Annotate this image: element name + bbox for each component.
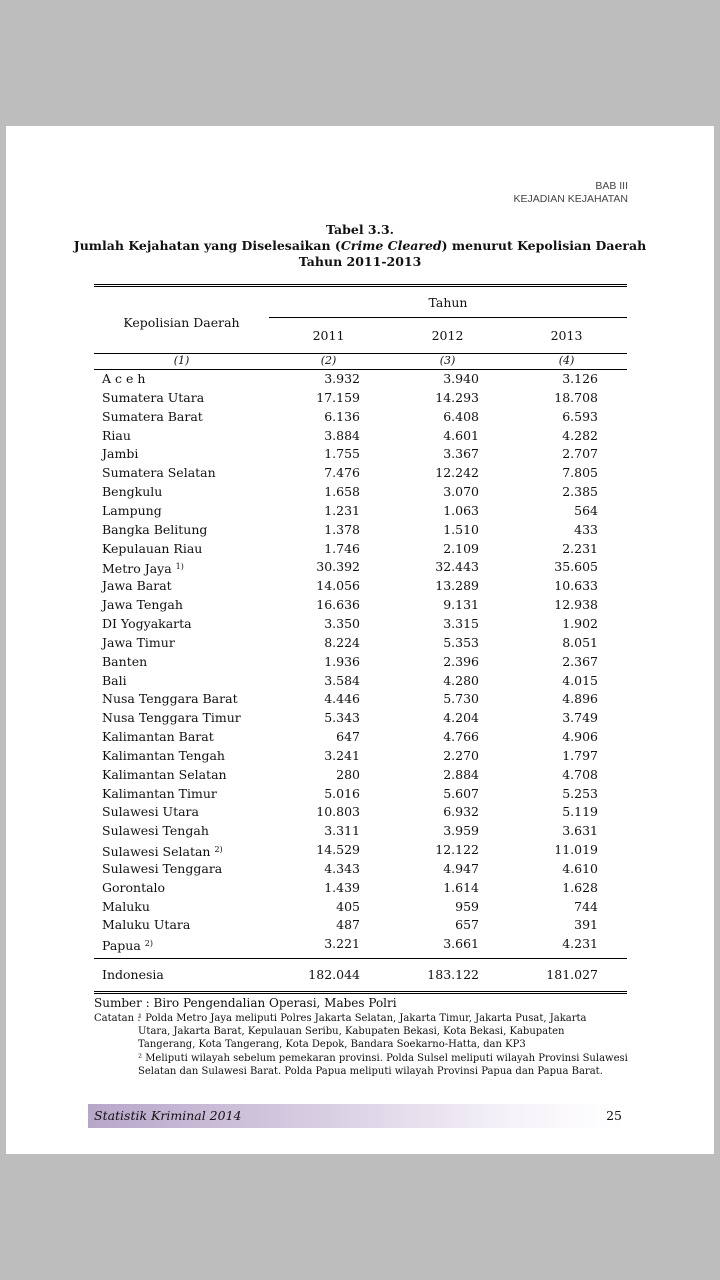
region-name: [102, 577, 172, 596]
cell-value: 8.051: [562, 634, 598, 650]
cell-value: 3.631: [562, 823, 598, 839]
footnote-marker: 2): [214, 845, 223, 855]
region-label: Maluku: [102, 898, 150, 914]
document-page: [6, 126, 714, 1154]
cell-value: 3.959: [443, 823, 479, 839]
region-label: Papua: [102, 938, 141, 954]
cell-value: 4.343: [324, 860, 360, 876]
region-label: Jawa Tengah: [102, 597, 183, 613]
region-name: [102, 728, 214, 747]
region-name: [102, 709, 241, 728]
cell-value: 3.661: [443, 936, 479, 952]
cell-value: 10.803: [316, 804, 360, 820]
total-value: 181.027: [546, 967, 598, 983]
year-header: 2012: [431, 328, 464, 343]
cell-value: 4.204: [443, 710, 479, 726]
region-label: Sulawesi Utara: [102, 804, 199, 820]
region-name: [102, 822, 209, 841]
notes-label: Catatan :: [94, 1013, 141, 1024]
cell-value: 4.610: [562, 860, 598, 876]
cell-value: 4.282: [562, 427, 598, 443]
region-name: [102, 540, 202, 559]
footnote-marker: 1): [175, 562, 184, 572]
table-row: [94, 502, 627, 521]
region-label: Jawa Timur: [102, 634, 175, 650]
region-name: [102, 690, 238, 709]
cell-value: 12.938: [554, 597, 598, 613]
region-label: Bangka Belitung: [102, 521, 208, 537]
cell-value: 35.605: [554, 559, 598, 575]
year-header: 2011: [312, 328, 345, 343]
table-row: [94, 728, 627, 747]
total-value: 183.122: [427, 967, 479, 983]
column-number: (3): [439, 354, 456, 367]
table-row: [94, 540, 627, 559]
region-name: [102, 427, 131, 446]
region-name: [102, 653, 147, 672]
cell-value: 3.350: [324, 615, 360, 631]
cell-value: 8.224: [324, 634, 360, 650]
region-label: Kepulauan Riau: [102, 540, 203, 556]
cell-value: 1.378: [324, 521, 360, 537]
region-label: A c e h: [102, 371, 146, 386]
region-name: [102, 803, 199, 822]
region-label: Sulawesi Selatan: [102, 844, 211, 860]
chapter-title: KEJADIAN KEJAHATAN: [513, 193, 628, 205]
cell-value: 5.730: [443, 691, 479, 707]
table-number: Tabel 3.3.: [325, 222, 395, 237]
region-label: Maluku Utara: [102, 917, 191, 933]
cell-value: 3.221: [324, 936, 360, 952]
table-row: [94, 860, 627, 879]
cell-value: 3.932: [324, 371, 360, 386]
region-name: [102, 672, 127, 691]
cell-value: 2.884: [443, 766, 479, 782]
cell-value: 16.636: [316, 597, 360, 613]
column-number-row: [94, 354, 627, 369]
column-number: (4): [558, 354, 575, 367]
cell-value: 3.584: [324, 672, 360, 688]
cell-value: 4.015: [562, 672, 598, 688]
table-header: [94, 287, 627, 353]
table-row: [94, 370, 627, 389]
table-row: [94, 935, 627, 954]
cell-value: 6.593: [562, 408, 598, 424]
cell-value: 433: [574, 521, 598, 537]
chapter-header: [513, 180, 628, 206]
cell-value: 6.932: [443, 804, 479, 820]
region-name: [102, 860, 222, 879]
cell-value: 32.443: [435, 559, 479, 575]
cell-value: 2.707: [562, 446, 598, 462]
cell-value: 11.019: [554, 842, 598, 858]
region-label: Kalimantan Tengah: [102, 747, 225, 763]
region-name: [102, 785, 217, 804]
region-name: [102, 747, 225, 766]
cell-value: 4.601: [443, 427, 479, 443]
region-label: Jawa Barat: [102, 578, 172, 594]
cell-value: 391: [574, 917, 598, 933]
cell-value: 647: [336, 729, 360, 745]
region-label: Lampung: [102, 502, 162, 518]
cell-value: 5.016: [324, 785, 360, 801]
region-label: Sulawesi Tenggara: [102, 860, 223, 876]
table-row: [94, 672, 627, 691]
cell-value: 13.289: [435, 578, 479, 594]
cell-value: 3.749: [562, 710, 598, 726]
cell-value: 4.708: [562, 766, 598, 782]
cell-value: 564: [574, 502, 598, 518]
cell-value: 3.884: [324, 427, 360, 443]
year-group-header: Tahun: [428, 295, 468, 310]
region-name: [102, 521, 207, 540]
total-label: Indonesia: [102, 967, 164, 983]
total-value: 182.044: [308, 967, 360, 983]
cell-value: 6.136: [324, 408, 360, 424]
cell-value: 1.755: [324, 446, 360, 462]
cell-value: 10.633: [554, 578, 598, 594]
region-label: Kalimantan Timur: [102, 785, 217, 801]
region-label: Sumatera Selatan: [102, 465, 216, 481]
region-label: Jambi: [102, 446, 139, 462]
region-name: [102, 766, 227, 785]
source-note: Sumber : Biro Pengendalian Operasi, Mabes Polri: [94, 996, 397, 1010]
cell-value: 487: [336, 917, 360, 933]
table-row: [94, 464, 627, 483]
table-caption: [6, 238, 714, 254]
cell-value: 1.658: [324, 484, 360, 500]
cell-value: 3.315: [443, 615, 479, 631]
cell-value: 3.070: [443, 484, 479, 500]
cell-value: 5.253: [562, 785, 598, 801]
column-number: (2): [320, 354, 337, 367]
footnote-2: ² Meliputi wilayah sebelum pemekaran provinsi. Polda Sulsel meliputi wilayah Provinsi Sulawesi Selatan dan Sulawesi Barat. Polda Papua meliputi wilayah Provinsi Papua dan Papua Barat.: [138, 1053, 628, 1077]
table-row: [94, 747, 627, 766]
region-label: Gorontalo: [102, 879, 166, 895]
region-name: [102, 841, 223, 862]
cell-value: 4.280: [443, 672, 479, 688]
cell-value: 1.746: [324, 540, 360, 556]
cell-value: 1.936: [324, 653, 360, 669]
table-row: [94, 822, 627, 841]
table-row: [94, 445, 627, 464]
region-label: Banten: [102, 653, 148, 669]
cell-value: 3.311: [324, 823, 360, 839]
region-name: [102, 445, 138, 464]
region-label: Metro Jaya: [102, 561, 172, 577]
table-row: [94, 879, 627, 898]
table-row: [94, 389, 627, 408]
region-label: Sumatera Utara: [102, 389, 205, 405]
cell-value: 1.628: [562, 879, 598, 895]
cell-value: 3.940: [443, 371, 479, 386]
cell-value: 7.476: [324, 465, 360, 481]
cell-value: 7.805: [562, 465, 598, 481]
cell-value: 959: [455, 898, 479, 914]
cell-value: 2.231: [562, 540, 598, 556]
table-period: Tahun 2011-2013: [298, 254, 422, 269]
region-name: [102, 596, 183, 615]
cell-value: 17.159: [316, 389, 360, 405]
cell-value: 5.607: [443, 785, 479, 801]
region-name: [102, 558, 184, 579]
region-label: Nusa Tenggara Timur: [102, 710, 241, 726]
cell-value: 2.109: [443, 540, 479, 556]
cell-value: 2.385: [562, 484, 598, 500]
table-row: [94, 690, 627, 709]
table-row: [94, 577, 627, 596]
region-label: DI Yogyakarta: [102, 615, 192, 631]
table-row: [94, 709, 627, 728]
cell-value: 1.902: [562, 615, 598, 631]
region-name: [102, 464, 216, 483]
table-row: [94, 558, 627, 577]
table-row: [94, 483, 627, 502]
table-title: [6, 222, 714, 270]
cell-value: 744: [574, 898, 598, 914]
cell-value: 6.408: [443, 408, 479, 424]
table-body: [94, 370, 627, 954]
bottom-rule: [94, 991, 627, 994]
region-column-header: Kepolisian Daerah: [123, 315, 240, 330]
region-name: [102, 916, 190, 935]
table-row: [94, 521, 627, 540]
cell-value: 5.353: [443, 634, 479, 650]
region-name: [102, 879, 165, 898]
region-name: [102, 935, 153, 956]
table-row: [94, 615, 627, 634]
table-row: [94, 803, 627, 822]
table-row: [94, 408, 627, 427]
region-label: Nusa Tenggara Barat: [102, 691, 238, 707]
cell-value: 4.446: [324, 691, 360, 707]
region-name: [102, 370, 145, 389]
cell-value: 405: [336, 898, 360, 914]
year-header: 2013: [550, 328, 583, 343]
caption-part: ) menurut Kepolisian Daerah: [441, 238, 647, 253]
cell-value: 3.126: [562, 371, 598, 386]
cell-value: 5.343: [324, 710, 360, 726]
region-name: [102, 634, 175, 653]
footnote-marker: 2): [144, 939, 154, 949]
publication-title: Statistik Kriminal 2014: [94, 1108, 242, 1123]
region-label: Bali: [102, 672, 127, 688]
caption-part: Jumlah Kejahatan yang Diselesaikan (: [73, 238, 341, 253]
header-divider: [269, 317, 627, 318]
region-name: [102, 502, 162, 521]
region-label: Bengkulu: [102, 484, 163, 500]
cell-value: 1.439: [324, 879, 360, 895]
region-name: [102, 483, 162, 502]
cell-value: 12.122: [435, 842, 479, 858]
region-name: [102, 898, 150, 917]
region-name: [102, 408, 203, 427]
cell-value: 1.614: [443, 879, 479, 895]
cell-value: 30.392: [316, 559, 360, 575]
cell-value: 5.119: [562, 804, 598, 820]
cell-value: 4.231: [562, 936, 598, 952]
region-label: Kalimantan Selatan: [102, 766, 227, 782]
table-row: [94, 898, 627, 917]
chapter-number: BAB III: [595, 180, 628, 192]
table-row: [94, 785, 627, 804]
table-row: [94, 634, 627, 653]
cell-value: 4.896: [562, 691, 598, 707]
cell-value: 2.270: [443, 747, 479, 763]
region-label: Riau: [102, 427, 131, 443]
table-row: [94, 596, 627, 615]
cell-value: 1.231: [324, 502, 360, 518]
table-row: [94, 916, 627, 935]
cell-value: 12.242: [435, 465, 479, 481]
footnote-1: ¹ Polda Metro Jaya meliputi Polres Jakarta Selatan, Jakarta Timur, Jakarta Pusat, Jakarta Utara, Jakarta Barat, Kepulauan Seribu, Kabupaten Bekasi, Kota Bekasi, Kabupaten Tangerang, Kota Tangerang, Kota Depok, Bandara Soekarno-Hatta, dan KP3: [138, 1013, 587, 1050]
cell-value: 14.056: [316, 578, 360, 594]
page-footer: [88, 1104, 624, 1128]
cell-value: 1.797: [562, 747, 598, 763]
data-table: [94, 284, 627, 994]
page-number: 25: [606, 1108, 622, 1123]
cell-value: 18.708: [554, 389, 598, 405]
cell-value: 3.241: [324, 747, 360, 763]
column-number: (1): [173, 354, 190, 367]
cell-value: 14.293: [435, 389, 479, 405]
region-label: Sulawesi Tengah: [102, 823, 209, 839]
table-row: [94, 427, 627, 446]
cell-value: 2.396: [443, 653, 479, 669]
region-name: [102, 615, 192, 634]
region-label: Kalimantan Barat: [102, 729, 214, 745]
table-row: [94, 766, 627, 785]
cell-value: 280: [336, 766, 360, 782]
total-row: [94, 959, 627, 991]
cell-value: 14.529: [316, 842, 360, 858]
cell-value: 1.063: [443, 502, 479, 518]
table-row: [94, 841, 627, 860]
cell-value: 4.947: [443, 860, 479, 876]
caption-italic: Crime Cleared: [340, 238, 442, 253]
region-label: Sumatera Barat: [102, 408, 203, 424]
cell-value: 3.367: [443, 446, 479, 462]
cell-value: 1.510: [443, 521, 479, 537]
table-row: [94, 653, 627, 672]
cell-value: 2.367: [562, 653, 598, 669]
cell-value: 4.766: [443, 729, 479, 745]
cell-value: 657: [455, 917, 479, 933]
region-name: [102, 389, 204, 408]
cell-value: 4.906: [562, 729, 598, 745]
cell-value: 9.131: [443, 597, 479, 613]
